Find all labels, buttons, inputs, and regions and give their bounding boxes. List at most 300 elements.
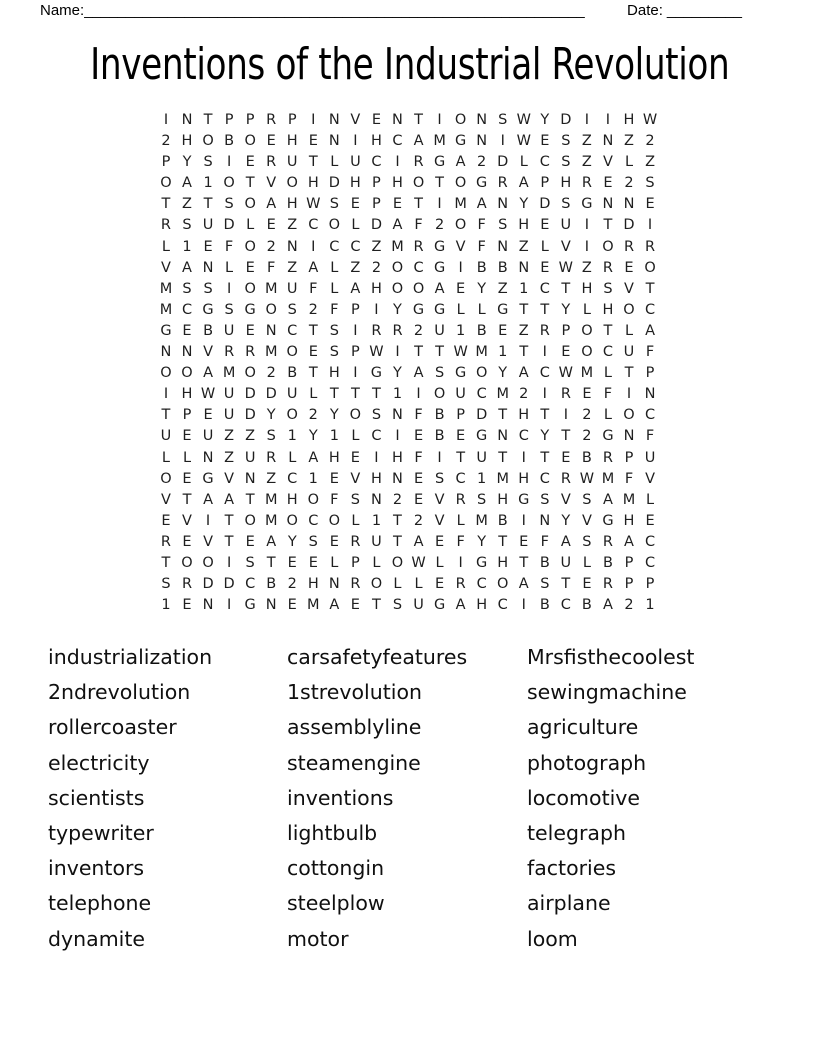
grid-letter: N	[181, 344, 193, 361]
grid-letter: A	[624, 533, 634, 550]
grid-letter: T	[519, 301, 529, 318]
grid-letter: O	[265, 301, 277, 318]
grid-letter: W	[642, 112, 658, 128]
grid-letter: A	[224, 491, 235, 508]
grid-letter: O	[202, 554, 214, 571]
grid-letter: F	[645, 428, 655, 445]
grid-row	[155, 110, 660, 131]
grid-letter: F	[330, 491, 339, 508]
grid-letter: M	[454, 196, 467, 213]
word-list-item: 2ndrevolution	[48, 680, 191, 705]
grid-letter: T	[245, 175, 255, 192]
grid-letter: M	[433, 133, 446, 150]
grid-letter: N	[328, 133, 340, 150]
grid-letter: T	[329, 386, 339, 403]
grid-letter: Z	[245, 428, 256, 445]
grid-letter: C	[644, 407, 656, 424]
grid-letter: S	[329, 344, 339, 361]
grid-letter: W	[558, 259, 574, 276]
grid-letter: 2	[371, 259, 382, 276]
grid-letter: V	[560, 491, 571, 508]
grid-letter: E	[498, 322, 508, 339]
word-list-item: sewingmachine	[527, 680, 687, 705]
grid-letter: I	[226, 280, 232, 297]
grid-letter: Z	[645, 154, 655, 171]
grid-letter: L	[393, 576, 402, 593]
grid-letter: I	[205, 512, 211, 529]
grid-letter: O	[181, 365, 193, 382]
grid-letter: E	[329, 470, 339, 487]
grid-letter: C	[287, 470, 298, 487]
grid-letter: 2	[266, 365, 276, 382]
word-list-item: assemblyline	[287, 715, 422, 740]
grid-letter: 1	[498, 344, 508, 361]
grid-letter: I	[605, 112, 611, 128]
grid-letter: Y	[540, 428, 550, 445]
grid-letter: S	[308, 533, 318, 550]
grid-letter: I	[416, 386, 421, 403]
grid-letter: V	[182, 512, 192, 529]
grid-letter: 1	[371, 512, 382, 529]
grid-letter: N	[286, 238, 298, 255]
grid-letter: 2	[624, 597, 634, 614]
grid-letter: M	[475, 344, 488, 361]
grid-letter: V	[645, 470, 655, 487]
grid-letter: A	[560, 533, 571, 550]
grid-letter: L	[624, 154, 634, 171]
grid-letter: G	[370, 365, 383, 382]
grid-letter: E	[329, 533, 339, 550]
grid-row	[155, 574, 660, 595]
grid-letter: U	[286, 280, 298, 297]
grid-letter: O	[244, 512, 256, 529]
grid-letter: I	[563, 407, 568, 424]
grid-letter: W	[306, 196, 321, 213]
grid-letter: V	[350, 112, 361, 128]
grid-row	[155, 384, 660, 405]
grid-letter: N	[602, 133, 614, 150]
grid-letter: L	[645, 491, 655, 508]
grid-letter: M	[601, 470, 615, 487]
grid-letter: E	[245, 533, 255, 550]
grid-letter: R	[350, 576, 361, 593]
grid-letter: H	[349, 175, 361, 192]
grid-letter: I	[374, 449, 379, 466]
grid-letter: M	[264, 280, 278, 297]
grid-letter: C	[371, 154, 382, 171]
grid-letter: I	[584, 217, 590, 234]
grid-letter: B	[581, 597, 592, 614]
grid-letter: T	[245, 491, 255, 508]
grid-letter: O	[160, 470, 172, 487]
grid-letter: T	[414, 344, 423, 361]
grid-letter: T	[540, 407, 550, 424]
grid-letter: F	[540, 533, 549, 550]
grid-letter: A	[518, 365, 529, 382]
name-label: Name:	[40, 2, 85, 19]
grid-letter: G	[433, 154, 446, 171]
grid-letter: N	[497, 196, 509, 213]
grid-letter: I	[437, 112, 442, 128]
grid-row	[155, 237, 660, 258]
grid-letter: L	[330, 259, 339, 276]
grid-letter: 2	[308, 301, 318, 318]
grid-letter: A	[455, 154, 466, 171]
grid-letter: S	[182, 280, 192, 297]
grid-letter: 1	[161, 597, 171, 614]
grid-letter: 2	[266, 238, 276, 255]
grid-letter: C	[644, 533, 656, 550]
grid-letter: T	[456, 449, 466, 466]
grid-letter: U	[371, 533, 382, 550]
grid-letter: N	[623, 196, 635, 213]
grid-letter: 1	[182, 238, 192, 255]
grid-letter: O	[286, 512, 298, 529]
grid-letter: A	[203, 491, 214, 508]
grid-letter: N	[202, 449, 214, 466]
grid-letter: L	[161, 238, 170, 255]
grid-letter: 2	[477, 154, 487, 171]
grid-letter: C	[371, 428, 382, 445]
grid-letter: G	[244, 301, 256, 318]
grid-letter: H	[328, 449, 340, 466]
grid-letter: Y	[329, 407, 339, 424]
grid-letter: O	[623, 407, 635, 424]
grid-row	[155, 595, 660, 616]
grid-letter: O	[160, 365, 172, 382]
grid-letter: E	[308, 554, 318, 571]
grid-letter: O	[160, 175, 172, 192]
grid-letter: B	[476, 322, 487, 339]
grid-letter: G	[202, 301, 214, 318]
grid-letter: A	[413, 133, 424, 150]
grid-letter: Y	[393, 301, 402, 318]
grid-letter: S	[203, 280, 213, 297]
grid-letter: E	[350, 196, 360, 213]
grid-letter: S	[203, 154, 213, 171]
grid-letter: O	[244, 365, 256, 382]
grid-letter: N	[202, 597, 214, 614]
grid-letter: 2	[582, 428, 592, 445]
grid-letter: O	[623, 301, 635, 318]
grid-letter: E	[645, 196, 655, 213]
grid-letter: F	[330, 301, 339, 318]
grid-letter: V	[203, 344, 214, 361]
grid-letter: A	[413, 365, 424, 382]
grid-letter: E	[266, 217, 276, 234]
grid-letter: V	[581, 512, 592, 529]
grid-letter: P	[351, 301, 360, 318]
grid-letter: O	[581, 344, 593, 361]
grid-letter: Z	[518, 238, 529, 255]
word-list-item: steelplow	[287, 891, 385, 916]
grid-letter: O	[244, 133, 256, 150]
grid-letter: E	[182, 470, 192, 487]
word-list-item: airplane	[527, 891, 611, 916]
grid-letter: S	[498, 112, 508, 128]
grid-letter: C	[476, 576, 487, 593]
grid-letter: O	[412, 280, 425, 297]
grid-row	[155, 173, 660, 194]
grid-letter: I	[437, 196, 442, 213]
grid-letter: S	[540, 576, 550, 593]
grid-letter: 2	[434, 217, 445, 234]
grid-letter: E	[392, 196, 403, 213]
grid-letter: N	[181, 112, 193, 128]
grid-letter: T	[561, 428, 571, 445]
grid-letter: 2	[287, 576, 297, 593]
grid-letter: C	[644, 301, 656, 318]
grid-letter: P	[456, 407, 465, 424]
grid-letter: Z	[371, 238, 382, 255]
grid-letter: T	[435, 175, 444, 192]
grid-letter: S	[561, 196, 571, 213]
grid-letter: 2	[308, 407, 318, 424]
grid-letter: P	[351, 554, 360, 571]
grid-letter: F	[267, 259, 276, 276]
grid-letter: T	[224, 533, 234, 550]
grid-letter: R	[245, 344, 256, 361]
grid-letter: L	[540, 238, 549, 255]
grid-letter: O	[454, 112, 467, 128]
page-title	[0, 39, 816, 90]
grid-letter: N	[371, 491, 382, 508]
grid-letter: P	[624, 554, 634, 571]
grid-letter: Z	[224, 428, 235, 445]
grid-letter: C	[539, 280, 550, 297]
grid-letter: I	[311, 112, 316, 128]
grid-letter: S	[161, 576, 171, 593]
grid-letter: S	[224, 196, 234, 213]
grid-letter: C	[518, 428, 529, 445]
grid-row	[155, 448, 660, 469]
grid-letter: 1	[308, 470, 318, 487]
word-list-item: motor	[287, 926, 349, 951]
grid-letter: G	[476, 428, 488, 445]
grid-letter: W	[558, 365, 574, 382]
grid-letter: U	[476, 449, 487, 466]
grid-letter: S	[224, 301, 234, 318]
grid-letter: D	[539, 196, 551, 213]
grid-letter: E	[413, 428, 424, 445]
grid-letter: H	[286, 491, 298, 508]
grid-letter: H	[518, 217, 530, 234]
grid-letter: O	[286, 407, 298, 424]
grid-letter: Z	[581, 133, 592, 150]
grid-letter: V	[624, 280, 634, 297]
grid-letter: M	[222, 365, 236, 382]
grid-letter: B	[203, 322, 214, 339]
grid-letter: C	[245, 576, 256, 593]
grid-letter: I	[163, 112, 169, 128]
grid-letter: Y	[182, 154, 192, 171]
grid-letter: S	[329, 196, 339, 213]
grid-letter: T	[393, 533, 402, 550]
grid-letter: G	[202, 470, 214, 487]
grid-letter: E	[350, 449, 360, 466]
grid-letter: 2	[413, 512, 424, 529]
word-list-item: dynamite	[48, 926, 146, 951]
grid-letter: E	[182, 428, 192, 445]
grid-letter: E	[540, 217, 550, 234]
grid-letter: A	[518, 175, 529, 192]
grid-letter: T	[372, 597, 381, 614]
grid-letter: S	[477, 491, 487, 508]
grid-letter: L	[351, 217, 360, 234]
word-list-item: steamengine	[287, 750, 421, 775]
grid-letter: L	[351, 512, 360, 529]
grid-letter: M	[264, 491, 278, 508]
grid-letter: A	[518, 576, 529, 593]
grid-letter: B	[224, 133, 235, 150]
grid-letter: A	[308, 449, 319, 466]
grid-letter: T	[561, 280, 571, 297]
grid-row	[155, 532, 660, 553]
grid-letter: D	[202, 576, 214, 593]
grid-letter: Y	[287, 533, 297, 550]
grid-letter: I	[163, 386, 169, 403]
grid-letter: R	[455, 491, 466, 508]
grid-letter: S	[182, 217, 192, 234]
grid-letter: L	[519, 154, 528, 171]
grid-letter: C	[287, 322, 298, 339]
grid-letter: H	[602, 301, 614, 318]
grid-letter: N	[644, 386, 656, 403]
grid-letter: Z	[624, 133, 634, 150]
date-blank-line: _________	[666, 2, 742, 19]
grid-letter: E	[308, 133, 318, 150]
grid-letter: C	[181, 301, 193, 318]
grid-row	[155, 215, 660, 236]
grid-letter: T	[519, 554, 529, 571]
grid-letter: T	[308, 365, 318, 382]
grid-letter: M	[580, 365, 594, 382]
grid-letter: G	[476, 175, 488, 192]
grid-letter: T	[224, 512, 234, 529]
grid-letter: S	[561, 133, 571, 150]
grid-letter: S	[498, 217, 508, 234]
word-list-item: cottongin	[287, 856, 385, 881]
grid-letter: P	[161, 154, 171, 171]
grid-letter: G	[454, 365, 467, 382]
grid-letter: U	[223, 322, 235, 339]
grid-letter: N	[392, 470, 403, 487]
grid-letter: S	[645, 175, 655, 192]
grid-letter: H	[623, 512, 635, 529]
grid-letter: H	[370, 470, 382, 487]
page-title-text: Inventions of the Industrial Revolution	[90, 39, 730, 90]
grid-letter: E	[203, 407, 213, 424]
grid-letter: N	[392, 112, 403, 128]
grid-letter: C	[455, 470, 466, 487]
grid-letter: V	[602, 154, 613, 171]
grid-row	[155, 152, 660, 173]
grid-letter: D	[265, 386, 277, 403]
grid-letter: B	[497, 259, 508, 276]
grid-letter: U	[350, 154, 361, 171]
grid-letter: T	[161, 407, 171, 424]
grid-letter: V	[434, 491, 445, 508]
grid-letter: U	[160, 428, 172, 445]
grid-letter: H	[560, 175, 572, 192]
grid-letter: L	[456, 301, 465, 318]
grid-letter: F	[456, 533, 465, 550]
grid-letter: H	[307, 576, 319, 593]
grid-letter: T	[498, 449, 508, 466]
grid-letter: R	[266, 154, 277, 171]
grid-letter: G	[602, 428, 614, 445]
grid-letter: A	[455, 597, 466, 614]
grid-letter: T	[498, 407, 508, 424]
grid-letter: M	[496, 470, 509, 487]
grid-letter: L	[603, 365, 612, 382]
grid-letter: O	[644, 259, 656, 276]
grid-letter: H	[370, 133, 382, 150]
grid-letter: O	[307, 491, 319, 508]
grid-letter: M	[159, 280, 173, 297]
grid-letter: 2	[582, 407, 592, 424]
grid-letter: A	[350, 280, 361, 297]
grid-letter: G	[454, 133, 467, 150]
grid-letter: C	[308, 217, 319, 234]
grid-letter: O	[391, 280, 404, 297]
grid-letter: Z	[287, 259, 298, 276]
grid-letter: M	[264, 344, 278, 361]
grid-letter: U	[560, 217, 572, 234]
grid-letter: L	[225, 259, 234, 276]
grid-letter: R	[350, 533, 361, 550]
grid-letter: Z	[350, 259, 361, 276]
grid-letter: I	[521, 449, 526, 466]
grid-letter: E	[413, 491, 424, 508]
grid-letter: I	[542, 386, 547, 403]
grid-letter: E	[161, 512, 171, 529]
grid-letter: E	[245, 154, 255, 171]
grid-letter: N	[265, 322, 277, 339]
grid-letter: S	[266, 428, 276, 445]
grid-letter: E	[308, 344, 318, 361]
grid-letter: W	[516, 133, 531, 150]
grid-letter: E	[603, 175, 613, 192]
grid-letter: M	[307, 597, 320, 614]
grid-letter: I	[353, 322, 358, 339]
grid-letter: H	[518, 407, 530, 424]
grid-letter: T	[203, 196, 213, 213]
grid-letter: U	[286, 154, 298, 171]
grid-letter: V	[161, 259, 171, 276]
grid-letter: G	[433, 259, 446, 276]
grid-letter: 1	[645, 597, 655, 614]
grid-letter: I	[226, 154, 232, 171]
grid-letter: Z	[497, 280, 508, 297]
grid-letter: D	[560, 112, 572, 128]
grid-letter: I	[521, 512, 526, 529]
grid-letter: F	[645, 344, 655, 361]
grid-letter: I	[226, 597, 232, 614]
grid-letter: E	[582, 576, 592, 593]
word-list	[48, 640, 737, 957]
grid-letter: S	[603, 280, 613, 297]
grid-row	[155, 131, 660, 152]
grid-letter: B	[434, 428, 445, 445]
grid-letter: Z	[581, 259, 592, 276]
grid-letter: L	[582, 301, 591, 318]
grid-letter: C	[329, 238, 340, 255]
grid-letter: B	[266, 576, 277, 593]
grid-letter: I	[353, 133, 358, 150]
word-list-item: photograph	[527, 750, 647, 775]
grid-letter: H	[307, 175, 319, 192]
